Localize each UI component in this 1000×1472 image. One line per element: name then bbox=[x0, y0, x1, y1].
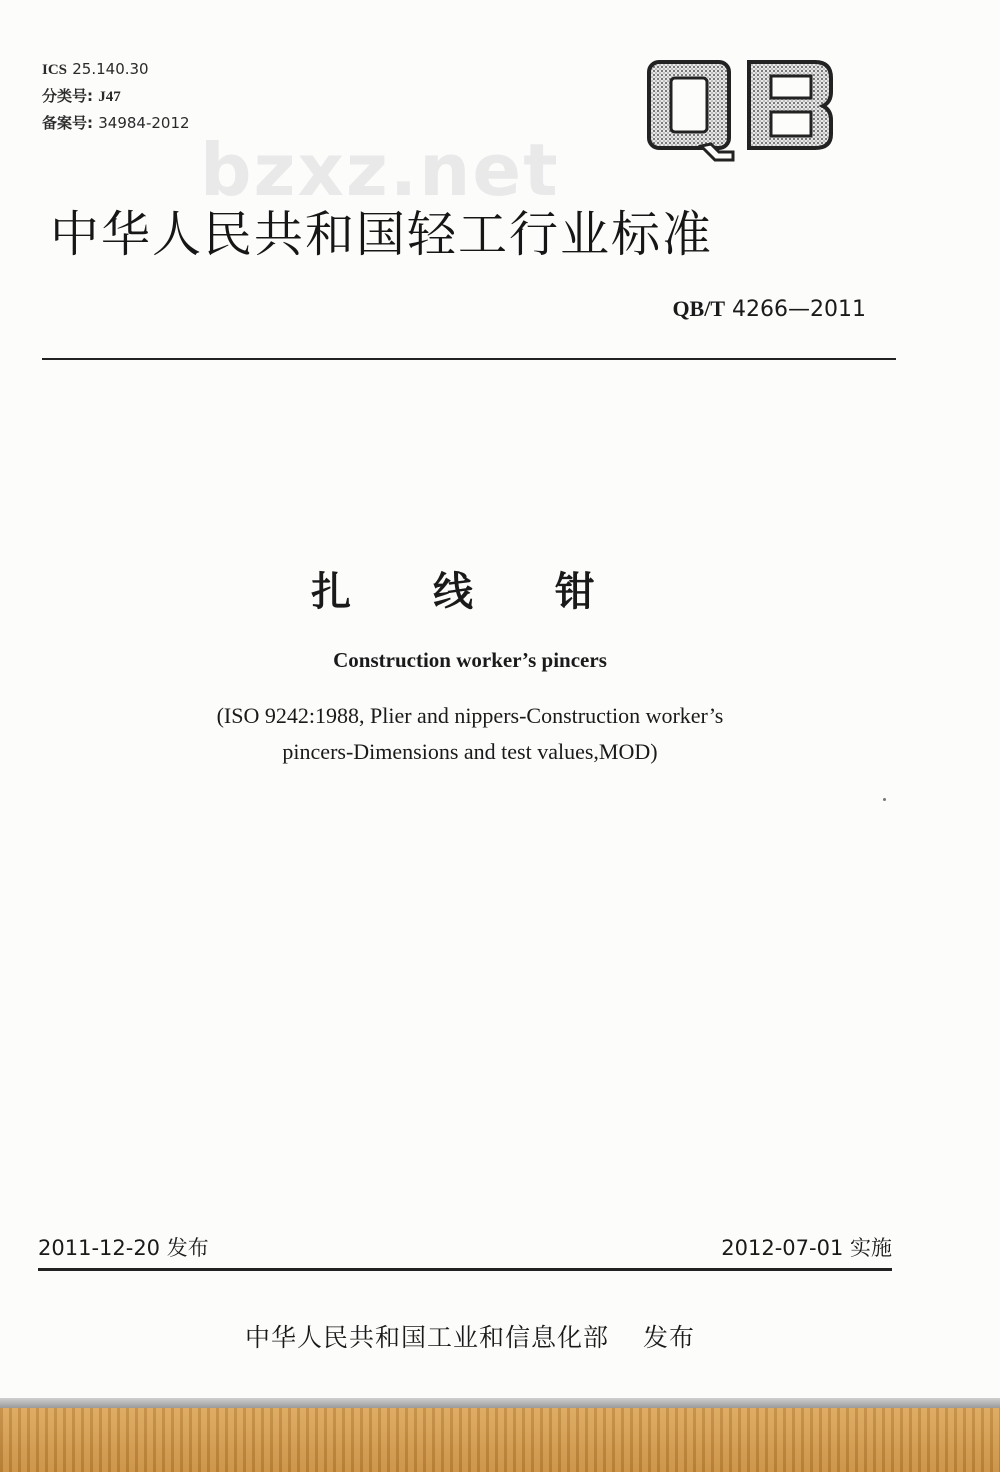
page-edge-shadow bbox=[0, 1398, 1000, 1408]
watermark: bzxz.net bbox=[200, 128, 560, 212]
document-title-cn: 扎 线 钳 bbox=[311, 569, 629, 615]
iso-reference bbox=[0, 698, 940, 770]
ics-label: ICS bbox=[42, 62, 68, 78]
desk-background bbox=[0, 1408, 1000, 1472]
record-label: 备案号: bbox=[42, 114, 93, 132]
iso-reference-line-1: (ISO 9242:1988, Plier and nippers-Construction worker’s bbox=[216, 703, 724, 728]
publish-date: 2011-12-20 发布 bbox=[38, 1236, 209, 1260]
standard-category-title: 中华人民共和国轻工行业标准 bbox=[50, 206, 714, 263]
footer-divider bbox=[38, 1268, 892, 1271]
ics-row bbox=[42, 56, 190, 83]
ics-value: 25.140.30 bbox=[72, 60, 149, 78]
standard-code-prefix: QB/T bbox=[672, 296, 726, 321]
issuer-line bbox=[0, 1318, 940, 1354]
qb-logo bbox=[645, 58, 835, 164]
issue-word: 发布 bbox=[643, 1323, 696, 1352]
document-title-en: Construction worker’s pincers bbox=[333, 648, 607, 672]
qb-logo-text: QB bbox=[739, 118, 741, 119]
implement-date: 2012-07-01 实施 bbox=[721, 1236, 892, 1260]
class-label: 分类号: bbox=[42, 87, 93, 105]
class-row bbox=[42, 83, 190, 110]
standard-code-number: 4266—2011 bbox=[732, 297, 866, 322]
record-value: 34984-2012 bbox=[98, 114, 190, 132]
header-divider bbox=[42, 358, 896, 360]
iso-reference-line-2: pincers-Dimensions and test values,MOD) bbox=[282, 739, 658, 764]
classification-block bbox=[42, 56, 190, 136]
stray-mark bbox=[883, 798, 886, 801]
record-row bbox=[42, 110, 190, 136]
standard-code bbox=[672, 296, 866, 322]
issuer-name: 中华人民共和国工业和信息化部 bbox=[244, 1323, 609, 1352]
class-value: J47 bbox=[98, 89, 121, 105]
